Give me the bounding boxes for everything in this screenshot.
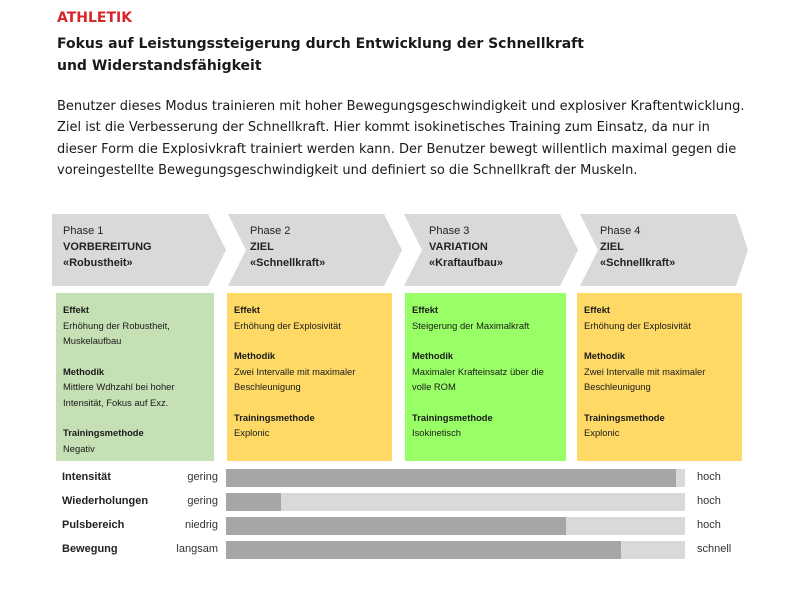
card-methodik: Mittlere Wdhzahl bei hoher Intensität, Fokus auf Exz. [63, 381, 175, 408]
card-trainingsmethode: Isokinetisch [412, 427, 461, 438]
meter-fill [226, 469, 676, 487]
card-heading-trainingsmethode: Trainingsmethode [412, 411, 493, 423]
meter-label: Intensität [62, 471, 111, 483]
phase-number: Phase 1 [63, 225, 104, 237]
phase-card-4 [577, 293, 742, 461]
card-methodik: Zwei Intervalle mit maximaler Beschleunigung [234, 365, 356, 392]
phase-number: Phase 3 [429, 225, 470, 237]
meter-high-label: hoch [697, 519, 721, 531]
meter-low-label: gering [187, 495, 218, 507]
card-heading-methodik: Methodik [412, 350, 454, 361]
card-effekt: Erhöhung der Explosivität [234, 319, 341, 331]
meter-label: Wiederholungen [62, 495, 149, 507]
phase-kind: ZIEL [600, 241, 624, 253]
intro-text: Benutzer dieses Modus trainieren mit hoher Bewegungsgeschwindigkeit und explosiver Kraftentwicklung. Ziel ist die Verbesserung der Schnellkraft. Hier kommt isokinetisches Training zum Einsatz, da nur in dieser Form die Explosivkraft trainiert werden kann. Der Benutzer bewegt willentlich maximal gegen die voreingestellte Bewegungsgeschwindigkeit und definiert so die Schnellkraft der Muskeln. [57, 99, 745, 179]
phase-card-1 [56, 293, 214, 461]
meter-track [226, 493, 685, 511]
phase-number: Phase 2 [250, 225, 291, 237]
phase-card-2 [227, 293, 392, 461]
meter-fill [226, 541, 621, 559]
section-label: ATHLETIK [57, 10, 133, 26]
card-heading-effekt: Effekt [234, 304, 261, 315]
meter-track [226, 517, 685, 535]
phase-number: Phase 4 [600, 225, 641, 237]
card-heading-effekt: Effekt [584, 304, 611, 315]
phase-4 [600, 223, 675, 271]
phase-kind: ZIEL [250, 241, 274, 253]
card-effekt: Steigerung der Maximalkraft [412, 319, 530, 331]
meter-intensitaet [62, 468, 762, 488]
card-heading-effekt: Effekt [63, 304, 90, 315]
headline: Fokus auf Leistungssteigerung durch Entwicklung der Schnellkraft und Widerstandsfähigkeit [57, 36, 584, 74]
meter-track [226, 469, 685, 487]
card-heading-methodik: Methodik [584, 350, 626, 361]
meter-bewegung [62, 540, 762, 560]
phase-kind: VARIATION [429, 241, 488, 253]
phase-2 [250, 223, 325, 271]
phase-1 [63, 223, 152, 271]
phase-card-3 [405, 293, 566, 461]
meter-label: Bewegung [62, 543, 118, 555]
card-heading-methodik: Methodik [234, 350, 276, 361]
card-effekt: Erhöhung der Robustheit, Muskelaufbau [63, 319, 170, 346]
meter-low-label: gering [187, 471, 218, 483]
card-heading-effekt: Effekt [412, 304, 439, 315]
card-heading-trainingsmethode: Trainingsmethode [63, 427, 144, 438]
meter-label: Pulsbereich [62, 519, 125, 531]
card-heading-methodik: Methodik [63, 365, 105, 377]
card-methodik: Zwei Intervalle mit maximaler Beschleunigung [584, 365, 706, 392]
meter-high-label: hoch [697, 495, 721, 507]
card-heading-trainingsmethode: Trainingsmethode [584, 411, 665, 423]
meter-low-label: niedrig [184, 519, 218, 531]
meter-fill [226, 493, 281, 511]
card-trainingsmethode: Explonic [584, 427, 620, 438]
phase-focus: «Kraftaufbau» [429, 257, 503, 269]
phase-focus: «Schnellkraft» [250, 257, 326, 269]
card-methodik: Maximaler Krafteinsatz über die volle ROM [412, 365, 544, 392]
meter-wiederholungen [62, 492, 762, 512]
meter-fill [226, 517, 566, 535]
meter-low-label: langsam [176, 543, 218, 555]
phase-focus: «Schnellkraft» [600, 257, 676, 269]
card-trainingsmethode: Negativ [63, 442, 95, 454]
meter-high-label: hoch [697, 471, 721, 483]
card-heading-trainingsmethode: Trainingsmethode [234, 411, 315, 423]
meter-pulsbereich [62, 516, 762, 536]
phase-kind: VORBEREITUNG [63, 241, 152, 253]
card-effekt: Erhöhung der Explosivität [584, 319, 691, 331]
meter-track [226, 541, 685, 559]
meter-high-label: schnell [697, 543, 732, 555]
phase-focus: «Robustheit» [63, 257, 133, 269]
phase-3 [429, 223, 503, 271]
card-trainingsmethode: Explonic [234, 427, 270, 438]
